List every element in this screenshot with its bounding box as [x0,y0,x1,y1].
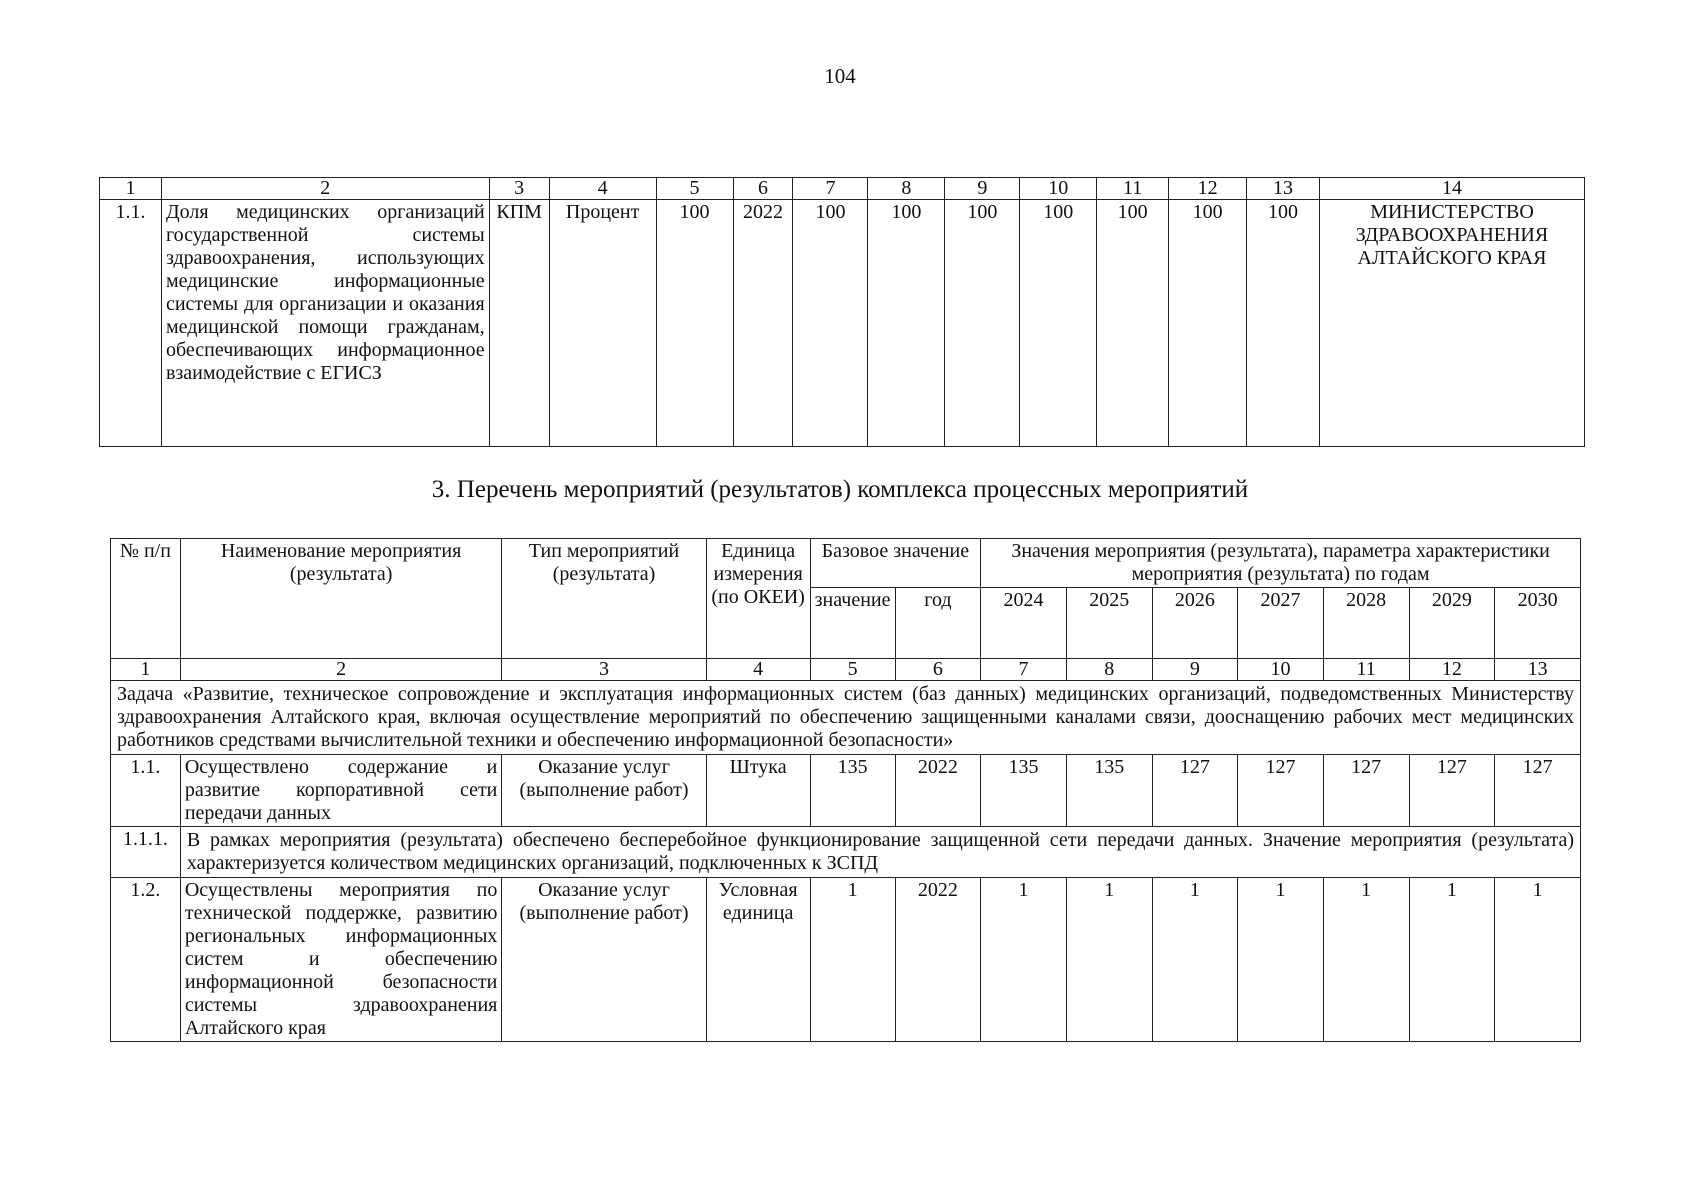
base-year-cell: 2022 [895,878,981,1042]
column-number: 11 [1323,659,1409,681]
value-cell: 100 [868,200,945,447]
header-year: 2027 [1238,588,1324,659]
column-number: 12 [1409,659,1495,681]
header-name: Наименование мероприятия (результата) [180,539,502,659]
value-cell: 1 [981,878,1067,1042]
header-values-by-year: Значения мероприятия (результата), параметра характеристики мероприятия (результата) по годам [981,539,1581,588]
value-cell: 100 [1247,200,1320,447]
column-number-row [111,659,1581,681]
measure-type: Оказание услуг (выполнение работ) [502,755,706,827]
column-number: 14 [1320,178,1585,200]
column-number: 1 [111,659,181,681]
column-number: 6 [733,178,793,200]
row-number: 1.2. [111,878,181,1042]
measure-type: Оказание услуг (выполнение работ) [502,878,706,1042]
column-number: 3 [502,659,706,681]
value-cell: 1 [1066,878,1152,1042]
measure-name: Осуществлены мероприятия по технической поддержке, развитию региональных информационных систем и обеспечению информационной безопасности системы здравоохранения Алтайского края [180,878,502,1042]
header-year: 2025 [1066,588,1152,659]
column-number: 8 [1066,659,1152,681]
column-number: 9 [945,178,1020,200]
value-cell: 127 [1323,755,1409,827]
column-number: 13 [1247,178,1320,200]
column-number: 1 [100,178,162,200]
indicator-type: КПМ [489,200,549,447]
task-row [111,681,1581,755]
value-cell: 1 [1323,878,1409,1042]
value-cell: 1 [1152,878,1238,1042]
table-row [100,200,1585,447]
table-row [111,878,1581,1042]
base-value-cell: 100 [656,200,733,447]
header-num: № п/п [111,539,181,659]
note-text: В рамках мероприятия (результата) обеспечено бесперебойное функционирование защищенной сети передачи данных. Значение мероприятия (результата) характеризуется количеством медицинских организаций, подключенных к ЗСПД [180,827,1580,878]
row-number: 1.1. [100,200,162,447]
task-text: Задача «Развитие, техническое сопровождение и эксплуатация информационных систем (баз данных) медицинских организаций, подведомственных Министерству здравоохранения Алтайского края, включая осуществление мероприятий по обеспечению защищенными каналами связи, дооснащению рабочих мест медицинских работников средствами вычислительной техники и обеспечению информационной безопасности» [111,681,1581,755]
column-number: 12 [1169,178,1247,200]
table-row [111,755,1581,827]
column-number: 11 [1097,178,1169,200]
column-number: 7 [981,659,1067,681]
page-number: 104 [824,64,856,88]
indicator-name: Доля медицинских организаций государственной системы здравоохранения, использующих медицинские информационные системы для организации и оказания медицинской помощи гражданам, обеспечивающих информационное взаимодействие с ЕГИСЗ [161,200,489,447]
value-cell: 1 [1238,878,1324,1042]
header-year: 2026 [1152,588,1238,659]
header-year: 2029 [1409,588,1495,659]
value-cell: 1 [1409,878,1495,1042]
section-title: 3. Перечень мероприятий (результатов) комплекса процессных мероприятий [431,476,1249,503]
value-cell: 127 [1495,755,1581,827]
header-base-value: значение [810,588,895,659]
header-type: Тип мероприятий (результата) [502,539,706,659]
note-row [111,827,1581,878]
column-number: 8 [868,178,945,200]
responsible-cell: МИНИСТЕРСТВО ЗДРАВООХРАНЕНИЯ АЛТАЙСКОГО КРАЯ [1320,200,1585,447]
column-number: 4 [706,659,810,681]
header-year: 2024 [981,588,1067,659]
header-year: 2028 [1323,588,1409,659]
column-number: 5 [656,178,733,200]
value-cell: 127 [1409,755,1495,827]
base-value-cell: 135 [810,755,895,827]
value-cell: 135 [981,755,1067,827]
value-cell: 127 [1238,755,1324,827]
header-row [111,539,1581,588]
value-cell: 127 [1152,755,1238,827]
value-cell: 135 [1066,755,1152,827]
unit-cell: Условная единица [706,878,810,1042]
header-base-year: год [895,588,981,659]
value-cell: 100 [793,200,868,447]
base-year-cell: 2022 [733,200,793,447]
row-number: 1.1.1. [111,827,181,878]
column-number: 6 [895,659,981,681]
header-year: 2030 [1495,588,1581,659]
row-number: 1.1. [111,755,181,827]
value-cell: 100 [1169,200,1247,447]
measure-name: Осуществлено содержание и развитие корпоративной сети передачи данных [180,755,502,827]
column-number: 4 [549,178,656,200]
column-number-row [100,178,1585,200]
base-year-cell: 2022 [895,755,981,827]
header-base: Базовое значение [810,539,981,588]
column-number: 13 [1495,659,1581,681]
base-value-cell: 1 [810,878,895,1042]
measures-table [110,538,1581,1042]
value-cell: 100 [1020,200,1097,447]
column-number: 9 [1152,659,1238,681]
unit-cell: Штука [706,755,810,827]
header-unit: Единица измерения (по ОКЕИ) [706,539,810,659]
column-number: 10 [1238,659,1324,681]
column-number: 5 [810,659,895,681]
column-number: 10 [1020,178,1097,200]
value-cell: 100 [1097,200,1169,447]
column-number: 3 [489,178,549,200]
column-number: 7 [793,178,868,200]
unit-cell: Процент [549,200,656,447]
value-cell: 1 [1495,878,1581,1042]
value-cell: 100 [945,200,1020,447]
column-number: 2 [180,659,502,681]
column-number: 2 [161,178,489,200]
indicator-table [99,177,1585,447]
